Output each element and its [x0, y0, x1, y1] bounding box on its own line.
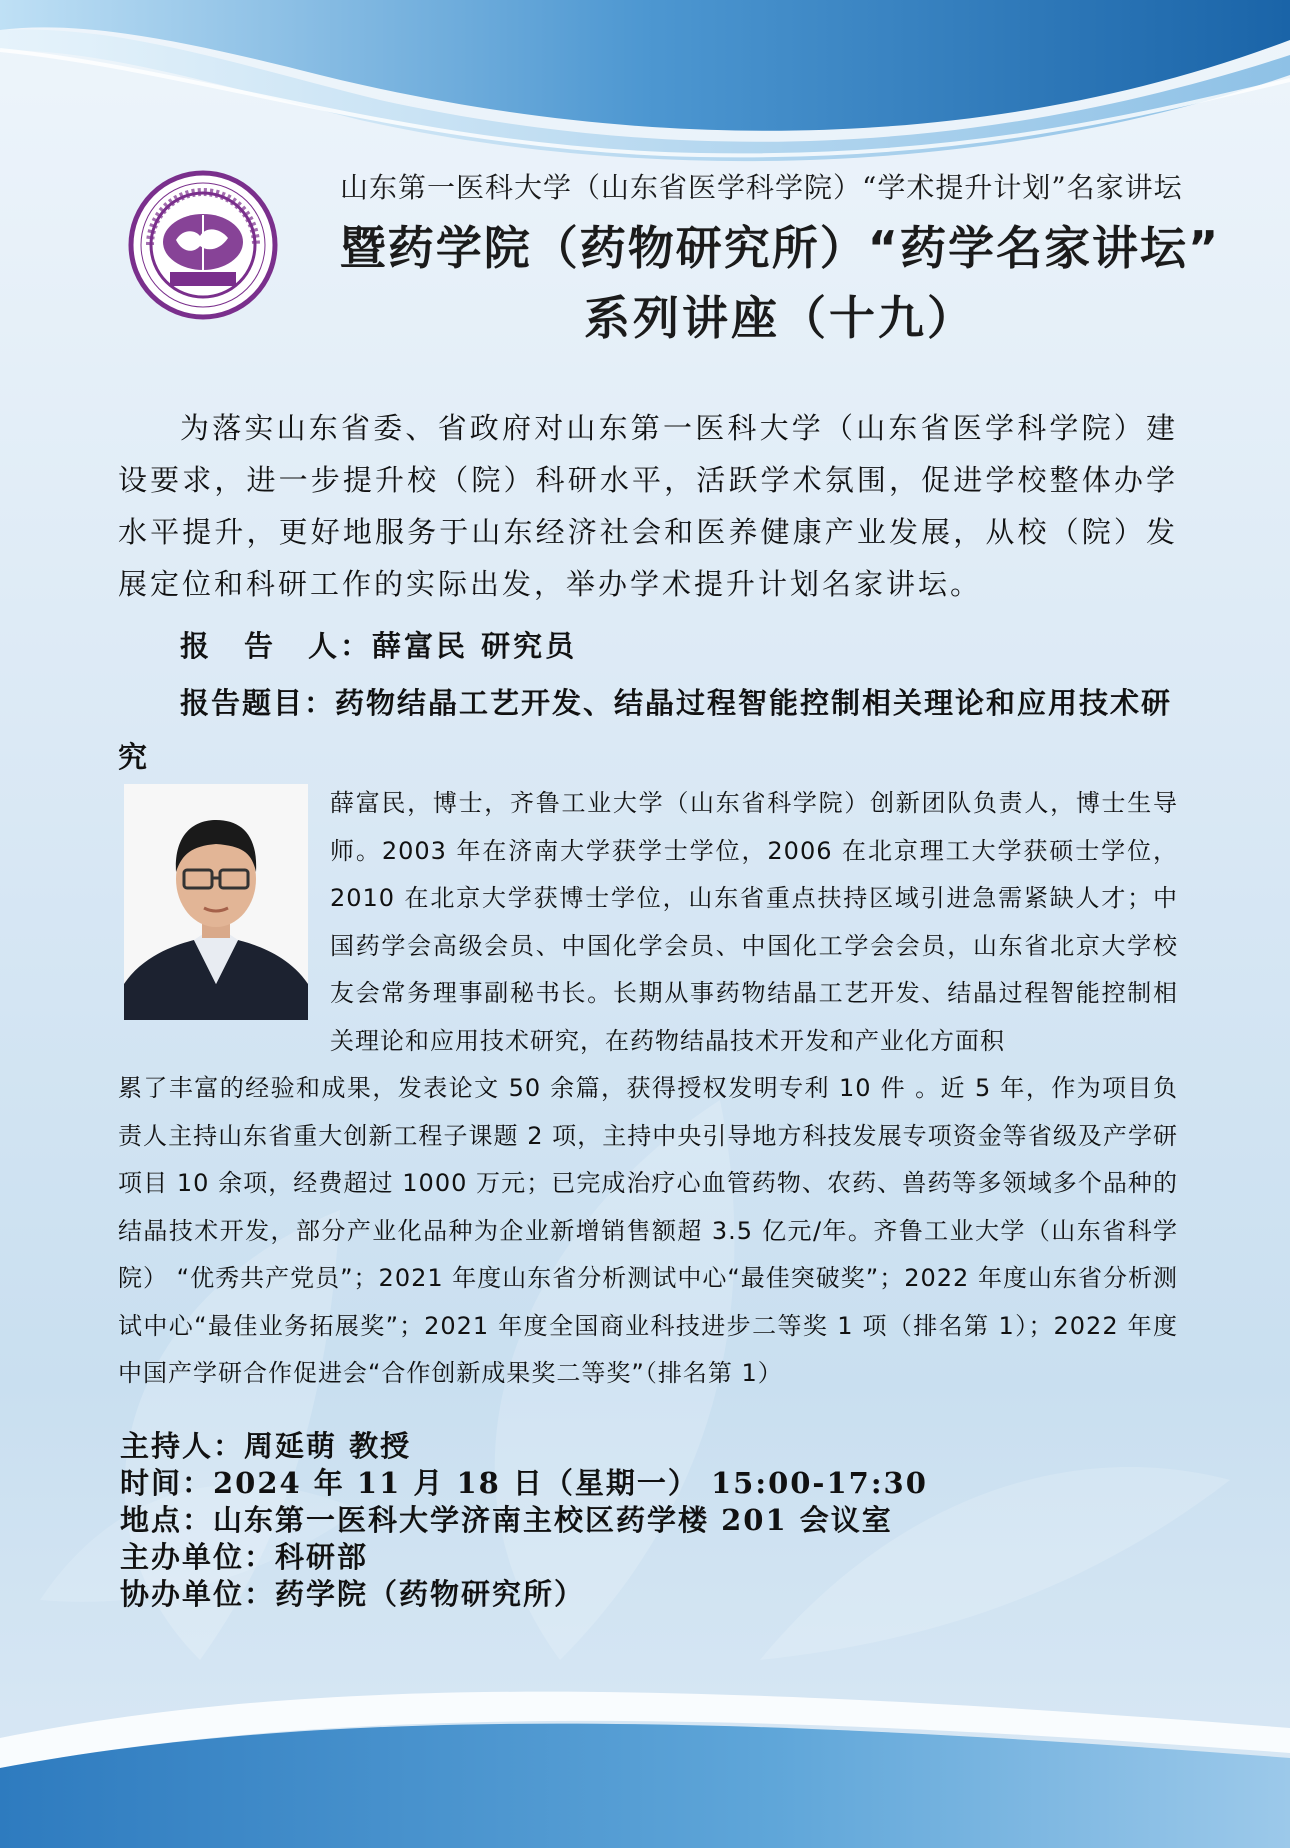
time-line: 时间：2024 年 11 月 18 日（星期一） 15:00-17:30	[120, 1466, 928, 1500]
speaker-photo	[124, 784, 308, 1020]
speaker-bio-part1: 薛富民，博士，齐鲁工业大学（山东省科学院）创新团队负责人，博士生导师。2003 年在济南大学获学士学位，2006 在北京理工大学获硕士学位，2010 在北京大学获博士学位，山东省重点扶持区域引进急需紧缺人才；中国药学会高级会员、中国化学会员、中国化工学会会员，山东省北京大学校友会常务理事副秘书长。长期从事药物结晶工艺开发、结晶过程智能控制相关理论和应用技术研究，在药物结晶技术开发和产业化方面积	[330, 789, 1178, 1055]
reporter-line: 报 告 人：薛富民 研究员	[180, 629, 578, 663]
host-line: 主持人：周延萌 教授	[120, 1429, 412, 1463]
speaker-bio-part2: 累了丰富的经验和成果，发表论文 50 余篇，获得授权发明专利 10 件 。近 5 年，作为项目负责人主持山东省重大创新工程子课题 2 项，主持中央引导地方科技发展专项资金等省级及产学研项目 10 余项，经费超过 1000 万元；已完成治疗心血管药物、农药、兽药等多领域多个品种的结晶技术开发，部分产业化品种为企业新增销售额超 3.5 亿元/年。齐鲁工业大学（山东省科学院） “优秀共产党员”；2021 年度山东省分析测试中心“最佳突破奖”；2022 年度山东省分析测试中心“最佳业务拓展奖”；2021 年度全国商业科技进步二等奖 1 项（排名第 1）；2022 年度中国产学研合作促进会“合作创新成果奖二等奖”（排名第 1）	[118, 1074, 1178, 1387]
organizer-line: 主办单位：科研部	[120, 1540, 369, 1574]
topic-line: 报告题目：药物结晶工艺开发、结晶过程智能控制相关理论和应用技术研究	[118, 686, 1173, 774]
place-line: 地点：山东第一医科大学济南主校区药学楼 201 会议室	[120, 1503, 893, 1537]
speaker-portrait-icon	[124, 784, 308, 1020]
header-series: 系列讲座（十九）	[584, 291, 976, 345]
header-subtitle: 山东第一医科大学（山东省医学科学院）“学术提升计划”名家讲坛	[340, 171, 1183, 204]
intro-paragraph: 为落实山东省委、省政府对山东第一医科大学（山东省医学科学院）建设要求，进一步提升校（院）科研水平，活跃学术氛围，促进学校整体办学水平提升，更好地服务于山东经济社会和医养健康产业发展，从校（院）发展定位和科研工作的实际出发，举办学术提升计划名家讲坛。	[118, 411, 1178, 601]
header-title: 暨药学院（药物研究所）“药学名家讲坛”	[339, 221, 1221, 275]
university-seal-icon	[128, 170, 278, 320]
co-organizer-line: 协办单位：药学院（药物研究所）	[120, 1577, 586, 1611]
top-wave-decoration	[0, 0, 1290, 180]
event-info	[120, 1428, 928, 1613]
bottom-wave-decoration	[0, 1658, 1290, 1848]
